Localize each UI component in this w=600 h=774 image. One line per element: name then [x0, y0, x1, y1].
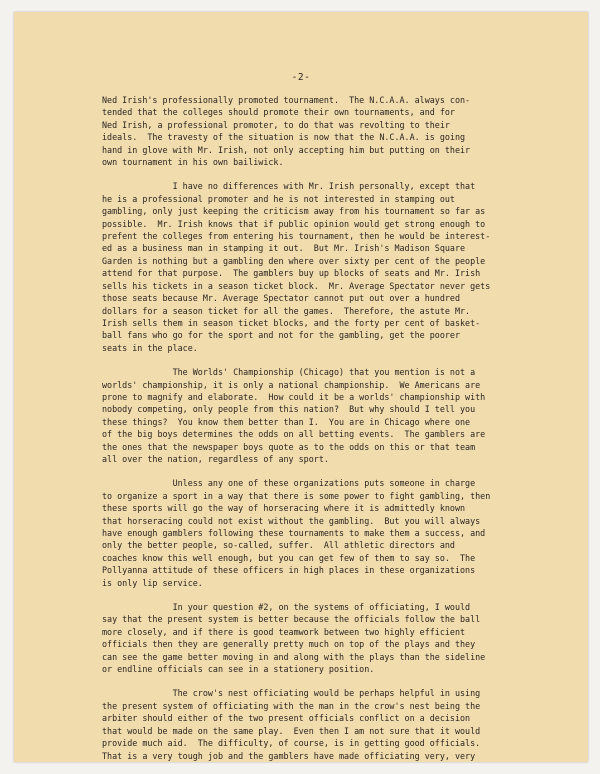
letter-body	[102, 94, 554, 774]
text-line: Pollyanna attitude of these officers in high places in these organizations	[102, 565, 476, 576]
paragraph	[102, 601, 554, 675]
paragraph	[102, 687, 554, 761]
paragraph	[102, 94, 554, 168]
text-line: these things? You know them better than I. You are in Chicago where one	[102, 416, 471, 427]
text-line: possible. Mr. Irish knows that if public opinion would get strong enough to	[102, 218, 486, 229]
text-line: those seats because Mr. Average Spectator cannot put out over a hundred	[102, 293, 460, 304]
text-line: or endline officials can see in a stationery position.	[102, 664, 375, 675]
text-line: prone to magnify and elaborate. How could it be a worlds' championship with	[102, 391, 486, 402]
text-line: he is a professional promoter and he is not interested in stamping out	[102, 193, 455, 204]
paragraph	[102, 477, 554, 589]
document-page	[14, 12, 588, 762]
text-line: can see the game better moving in and along with the plays than the sideline	[102, 651, 486, 662]
text-line: arbiter should either of the two present officials conflict on a decision	[102, 713, 471, 724]
text-line: the ones that the newspaper boys quote as to the odds on this or that team	[102, 441, 476, 452]
text-line: ideals. The travesty of the situation is now that the N.C.A.A. is going	[102, 132, 466, 143]
text-line: say that the present system is better because the officials follow the ball	[102, 614, 481, 625]
page-number: -2-	[291, 72, 311, 83]
text-line: attend for that purpose. The gamblers buy up blocks of seats and Mr. Irish	[102, 268, 481, 279]
text-line: The Worlds' Championship (Chicago) that you mention is not a	[102, 367, 476, 378]
text-line: have enough gamblers following these tournaments to make them a success, and	[102, 528, 486, 538]
paragraph	[102, 366, 554, 465]
text-line: sells his tickets in a season ticket block. Mr. Average Spectator never gets	[102, 280, 491, 291]
text-line: Ned Irish's professionally promoted tournament. The N.C.A.A. always con-	[102, 95, 471, 105]
text-line: Irish sells them in season ticket blocks, and the forty per cent of basket-	[102, 317, 481, 328]
text-line: to organize a sport in a way that there is some power to fight gambling, then	[102, 490, 491, 501]
text-line: gambling, only just keeping the criticism away from his tournament so far as	[102, 206, 486, 217]
text-line: prefent the colleges from entering his tournament, then he would be interest-	[102, 231, 491, 242]
text-line: only the better people, so-called, suffer. All athletic directors and	[102, 540, 455, 551]
text-line: In your question #2, on the systems of officiating, I would	[102, 602, 471, 613]
text-line: That is a very tough job and the gamblers have made officiating very, very	[102, 750, 476, 761]
text-line: officials then they are generally pretty much on top of the plays and they	[102, 639, 476, 650]
text-line: seats in the place.	[102, 342, 198, 353]
text-line: that would be made on the same play. Even then I am not sure that it would	[102, 725, 481, 736]
text-line: of the big boys determines the odds on all betting events. The gamblers are	[102, 429, 486, 440]
text-line: tended that the colleges should promote their own tournaments, and for	[102, 107, 455, 118]
text-line: dollars for a season ticket for all the games. Therefore, the astute Mr.	[102, 305, 471, 316]
text-line: these sports will go the way of horseracing where it is admittedly known	[102, 503, 466, 514]
paragraph	[102, 180, 554, 354]
text-line: ed as a business man in stamping it out. But Mr. Irish's Madison Square	[102, 243, 466, 254]
text-line: provide much aid. The difficulty, of course, is in getting good officials.	[102, 738, 481, 749]
text-line: Ned Irish, a professional promoter, to do that was revolting to their	[102, 119, 450, 130]
text-line: I have no differences with Mr. Irish personally, except that	[102, 181, 476, 192]
text-line: more closely, and if there is good teamwork between two highly efficient	[102, 626, 466, 637]
text-line: the present system of officiating with the man in the crow's nest being the	[102, 700, 481, 711]
text-line: that horseracing could not exist without the gambling. But you will always	[102, 515, 481, 526]
text-line: own tournament in his own bailiwick.	[102, 157, 284, 168]
text-line: hand in glove with Mr. Irish, not only accepting him but putting on their	[102, 144, 471, 155]
text-line: Unless any one of these organizations puts someone in charge	[102, 478, 476, 489]
text-line: Garden is nothing but a gambling den where over sixty per cent of the people	[102, 255, 486, 266]
text-line: nobody competing, only people from this nation? But why should I tell you	[102, 404, 476, 415]
text-line: is only lip service.	[102, 577, 203, 588]
text-line: coaches know this well enough, but you can get few of them to say so. The	[102, 552, 476, 563]
text-line: ball fans who go for the sport and not for the gambling, get the poorer	[102, 330, 460, 341]
text-line: The crow's nest officiating would be perhaps helpful in using	[102, 688, 481, 699]
text-line: worlds' championship, it is only a national championship. We Americans are	[102, 379, 481, 390]
text-line: all over the nation, regardless of any sport.	[102, 453, 329, 464]
